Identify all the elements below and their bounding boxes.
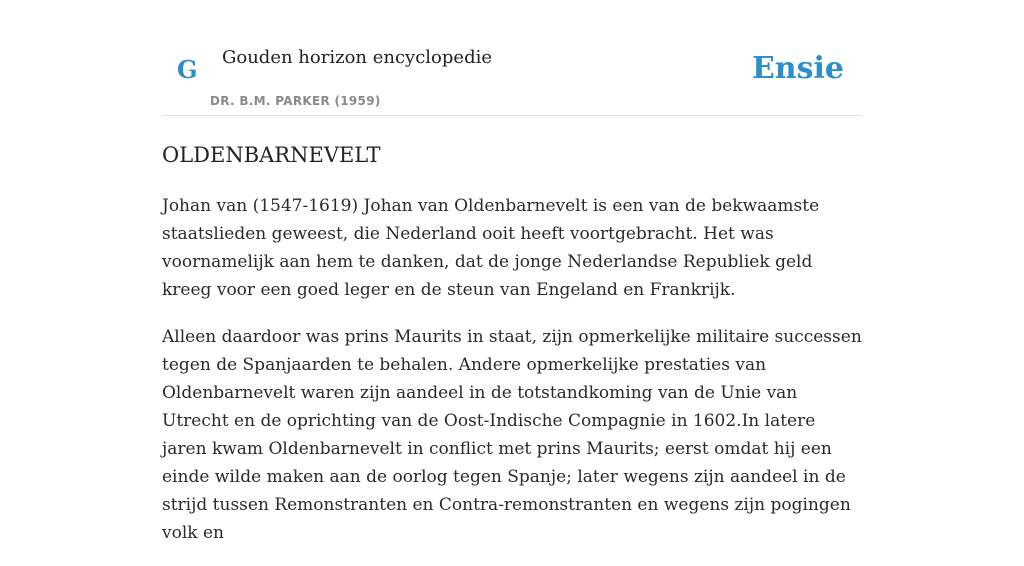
book-logo[interactable]: G (177, 55, 198, 84)
site-logo[interactable]: Ensie (751, 51, 844, 86)
entry-paragraph: Johan van (1547-1619) Johan van Oldenbarnevelt is een van de bekwaamste staatslieden geweest, die Nederland ooit heeft voortgebracht. Het was voornamelijk aan hem te danken, dat de jonge Nederlandse Republiek geld kreeg voor een goed leger en de steun van Engeland en Frankrijk. (162, 196, 820, 300)
book-title[interactable]: Gouden horizon encyclopedie (222, 47, 492, 68)
book-header (162, 0, 862, 116)
book-author: DR. B.M. PARKER (1959) (210, 94, 381, 108)
entry-paragraph: Alleen daardoor was prins Maurits in staat, zijn opmerkelijke militaire successen tegen de Spanjaarden te behalen. Andere opmerkelijke prestaties van Oldenbarnevelt waren zijn aandeel in de totstandkoming van de Unie van Utrecht en de oprichting van de Oost-Indische Compagnie in 1602.In latere jaren kwam Oldenbarnevelt in conflict met prins Maurits; eerst omdat hij een einde wilde maken aan de oorlog tegen Spanje; later wegens zijn aandeel in de strijd tussen Remonstranten en Contra-remonstranten en wegens zijn pogingen volk en (162, 327, 862, 543)
entry-title: OLDENBARNEVELT (162, 143, 381, 167)
entry-content (162, 140, 862, 566)
